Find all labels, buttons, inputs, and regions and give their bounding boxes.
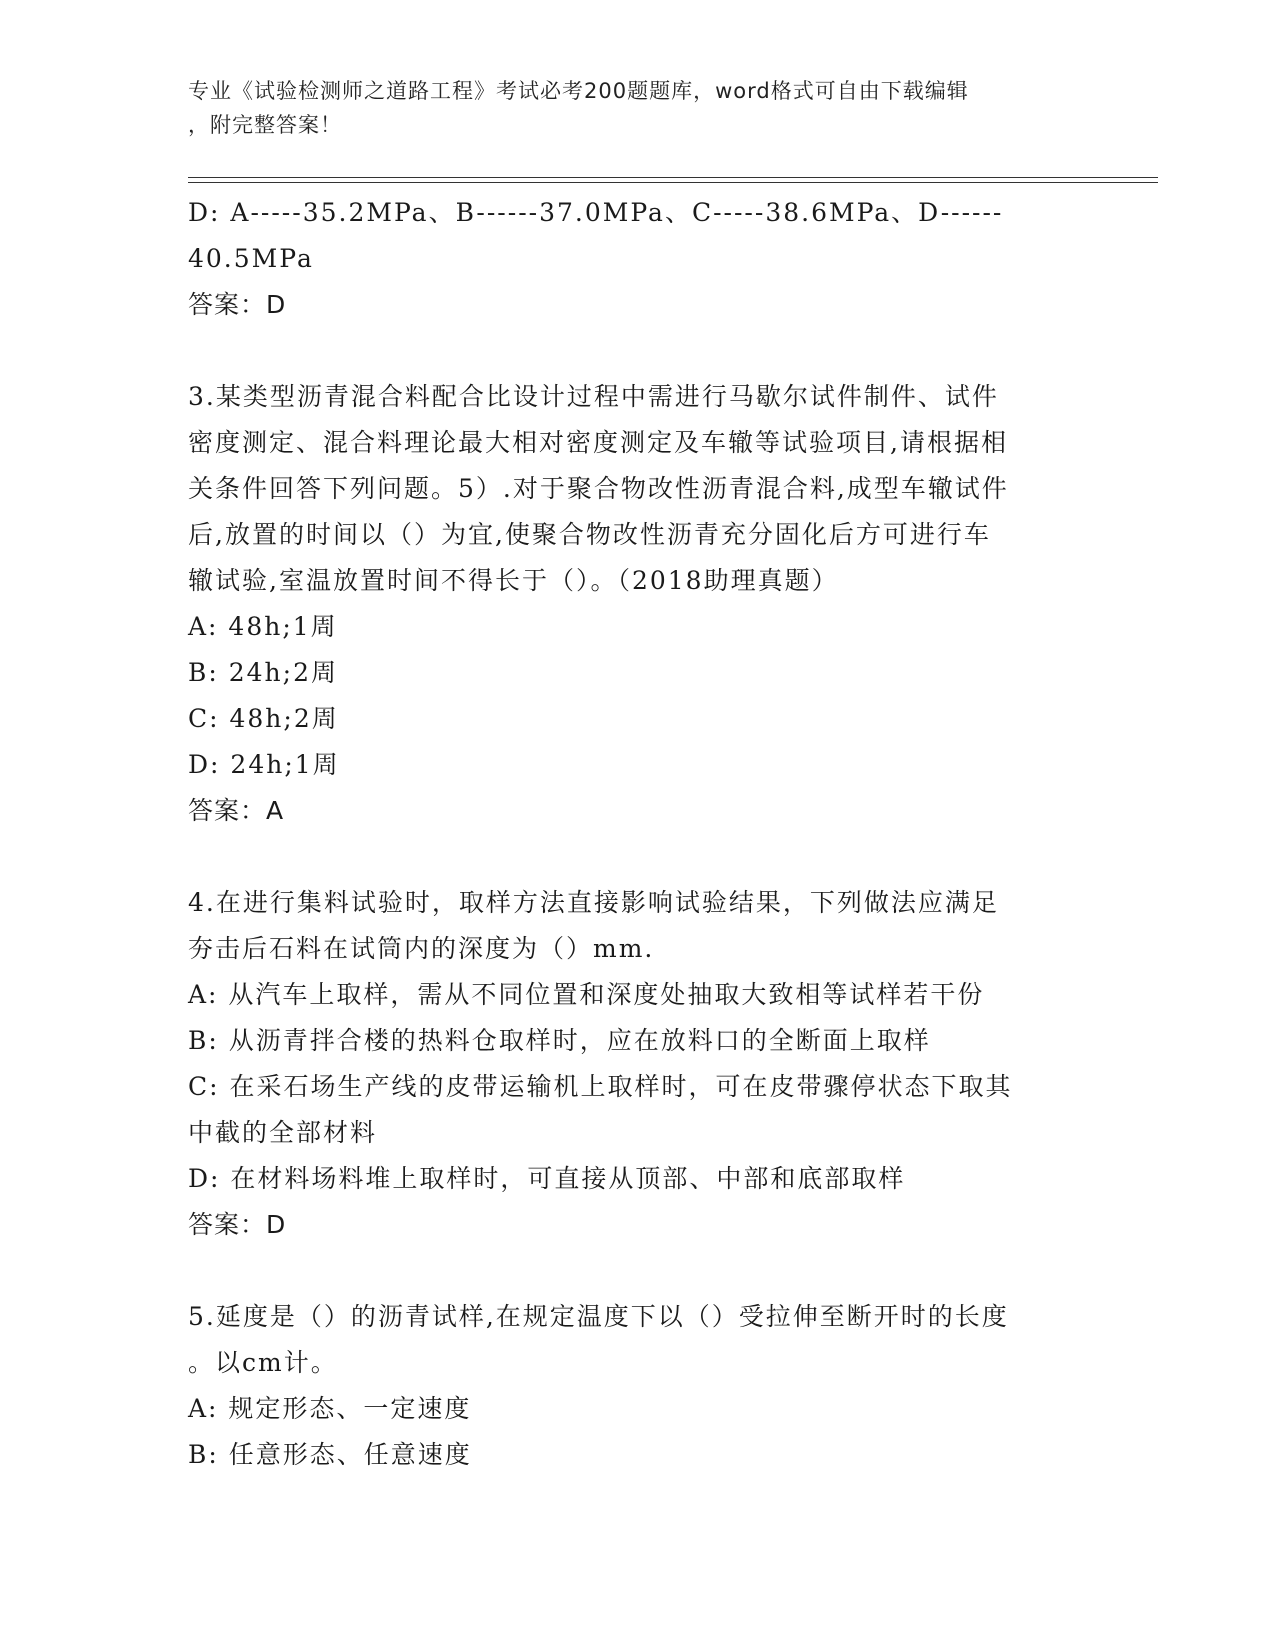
question-stem-line: 5.延度是（）的沥青试样,在规定温度下以（）受拉伸至断开时的长度 [188,1302,1009,1331]
answer-q3: 答案：A [188,796,285,825]
option-c: C: 在采石场生产线的皮带运输机上取样时，可在皮带骤停状态下取其 [188,1072,1013,1101]
option-b: B: 任意形态、任意速度 [188,1440,472,1469]
spacer [188,834,1068,880]
option-d: D: 在材料场料堆上取样时，可直接从顶部、中部和底部取样 [188,1164,906,1193]
question-stem-line: 后,放置的时间以（）为宜,使聚合物改性沥青充分固化后方可进行车 [188,520,991,549]
question-5 [188,1294,1068,1478]
question-stem-line: 密度测定、混合料理论最大相对密度测定及车辙等试验项目,请根据相 [188,428,1008,457]
question-stem-line: 3.某类型沥青混合料配合比设计过程中需进行马歇尔试件制件、试件 [188,382,999,411]
spacer [188,328,1068,374]
question-stem-line: 夯击后石料在试筒内的深度为（）mm. [188,934,655,963]
question-stem-line: 辙试验,室温放置时间不得长于（）。（2018助理真题） [188,566,839,595]
question-stem-line: 。以cm计。 [188,1348,338,1377]
option-b: B: 24h;2周 [188,658,338,687]
option-d-line-2: 40.5MPa [188,244,314,273]
option-a: A: 从汽车上取样，需从不同位置和深度处抽取大致相等试样若干份 [188,980,985,1009]
spacer [188,1248,1068,1294]
header-title-line-1: 专业《试验检测师之道路工程》考试必考200题题库，word格式可自由下载编辑 [188,79,969,103]
option-a: A: 48h;1周 [188,612,338,641]
document-body [188,190,1068,1478]
document-header [188,74,1068,142]
question-2-tail [188,190,1068,328]
option-d: D: 24h;1周 [188,750,340,779]
answer-q4: 答案：D [188,1210,287,1239]
option-a: A: 规定形态、一定速度 [188,1394,472,1423]
question-3 [188,374,1068,834]
header-divider-top [188,177,1158,178]
answer-q2: 答案：D [188,290,287,319]
option-c-continued: 中截的全部材料 [188,1118,378,1147]
header-divider-bottom [188,182,1158,183]
question-stem-line: 4.在进行集料试验时，取样方法直接影响试验结果，下列做法应满足 [188,888,999,917]
option-b: B: 从沥青拌合楼的热料仓取样时，应在放料口的全断面上取样 [188,1026,931,1055]
option-c: C: 48h;2周 [188,704,339,733]
question-stem-line: 关条件回答下列问题。5）.对于聚合物改性沥青混合料,成型车辙试件 [188,474,1009,503]
option-d-line-1: D: A-----35.2MPa、B------37.0MPa、C-----38.6MPa、D------ [188,198,1004,227]
question-4 [188,880,1068,1248]
header-title-line-2: ，附完整答案！ [188,113,342,137]
